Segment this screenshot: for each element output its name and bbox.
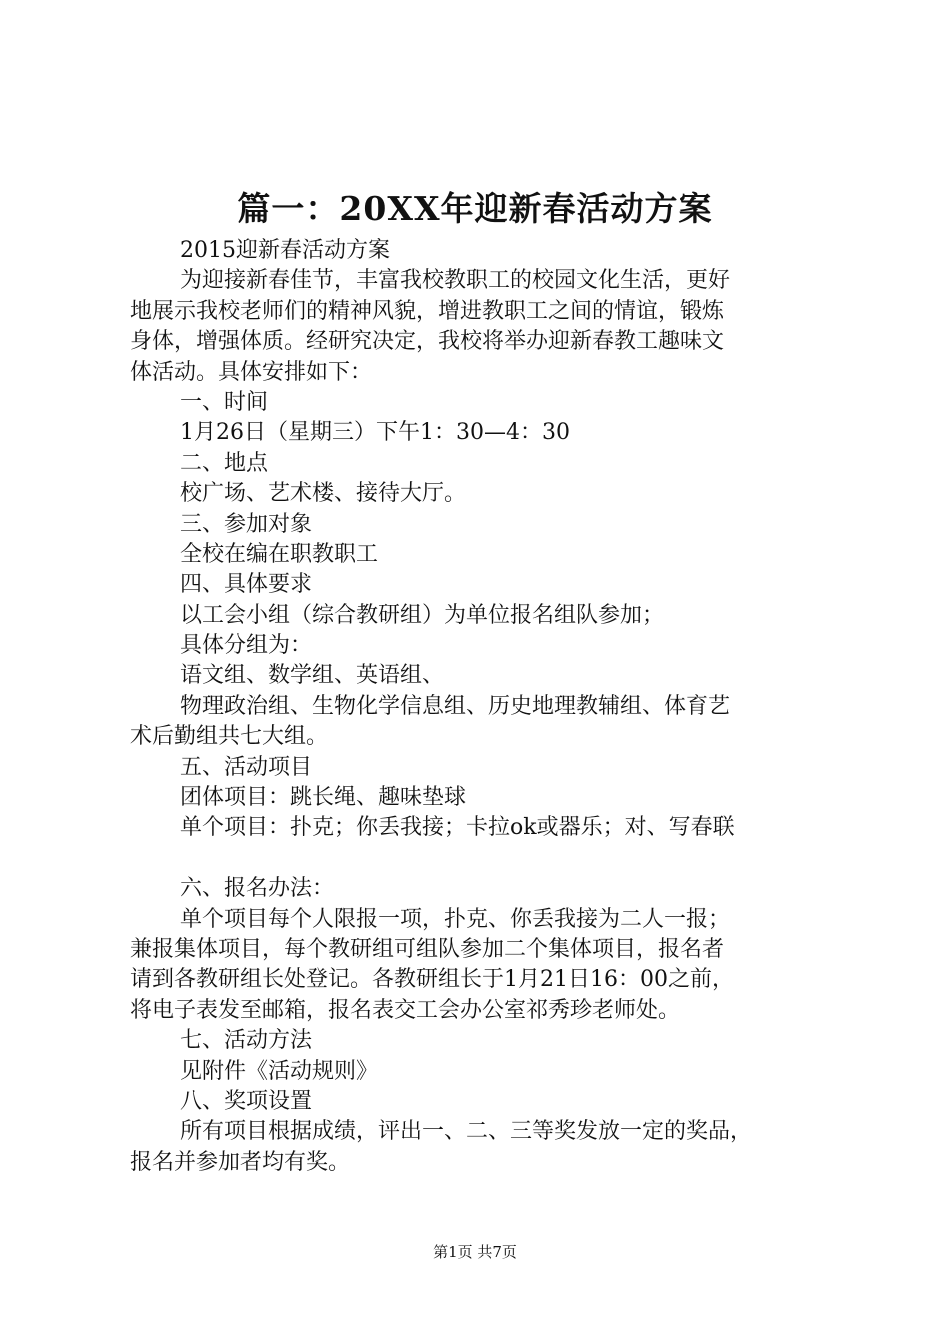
- text-line: 术后勤组共七大组。: [130, 724, 329, 750]
- text-line: 语文组、数学组、英语组、: [180, 663, 445, 689]
- text-line: 将电子表发至邮箱，报名表交工会办公室祁秀珍老师处。: [130, 997, 681, 1023]
- text-line: 五、活动项目: [180, 754, 313, 780]
- text-line: 2015迎新春活动方案: [180, 238, 390, 263]
- blank-line: [130, 844, 840, 874]
- text-line: 七、活动方法: [180, 1028, 313, 1054]
- text-line: 请到各教研组长处登记。各教研组长于1月21日16：00之前，: [130, 967, 734, 993]
- text-line: 一、时间: [180, 389, 269, 415]
- text-line: 六、报名办法：: [180, 876, 335, 902]
- page-footer: 第1页 共7页: [433, 1243, 517, 1261]
- text-line: 物理政治组、生物化学信息组、历史地理教辅组、体育艺: [180, 693, 731, 719]
- text-line: 四、具体要求: [180, 572, 313, 598]
- text-line: 为迎接新春佳节，丰富我校教职工的校园文化生活，更好: [180, 268, 731, 294]
- text-line: 体活动。具体安排如下：: [130, 359, 373, 385]
- text-line: 单个项目：扑克；你丢我接；卡拉ok或器乐；对、写春联: [180, 815, 735, 841]
- text-line: 二、地点: [180, 450, 269, 476]
- text-line: 具体分组为：: [180, 633, 313, 659]
- text-line: 全校在编在职教职工: [180, 541, 379, 567]
- text-line: 地展示我校老师们的精神风貌，增进教职工之间的情谊，锻炼: [130, 298, 725, 324]
- text-line: 团体项目：跳长绳、趣味垫球: [180, 785, 467, 811]
- text-line: 1月26日（星期三）下午1：30—4：30: [180, 420, 570, 446]
- page-title: 篇一：20XX年迎新春活动方案: [237, 189, 713, 228]
- text-line: 见附件《活动规则》: [180, 1058, 379, 1084]
- text-line: 八、奖项设置: [180, 1088, 313, 1114]
- document-body: [130, 236, 840, 1178]
- text-line: 身体，增强体质。经研究决定，我校将举办迎新春教工趣味文: [130, 329, 725, 355]
- text-line: 单个项目每个人限报一项，扑克、你丢我接为二人一报；: [180, 906, 731, 932]
- text-line: 所有项目根据成绩，评出一、二、三等奖发放一定的奖品，: [180, 1119, 753, 1145]
- text-line: 以工会小组（综合教研组）为单位报名组队参加；: [180, 602, 665, 628]
- text-line: 校广场、艺术楼、接待大厅。: [180, 481, 467, 507]
- text-line: 三、参加对象: [180, 511, 313, 537]
- text-line: 报名并参加者均有奖。: [130, 1149, 351, 1175]
- text-line: 兼报集体项目，每个教研组可组队参加二个集体项目，报名者: [130, 936, 725, 962]
